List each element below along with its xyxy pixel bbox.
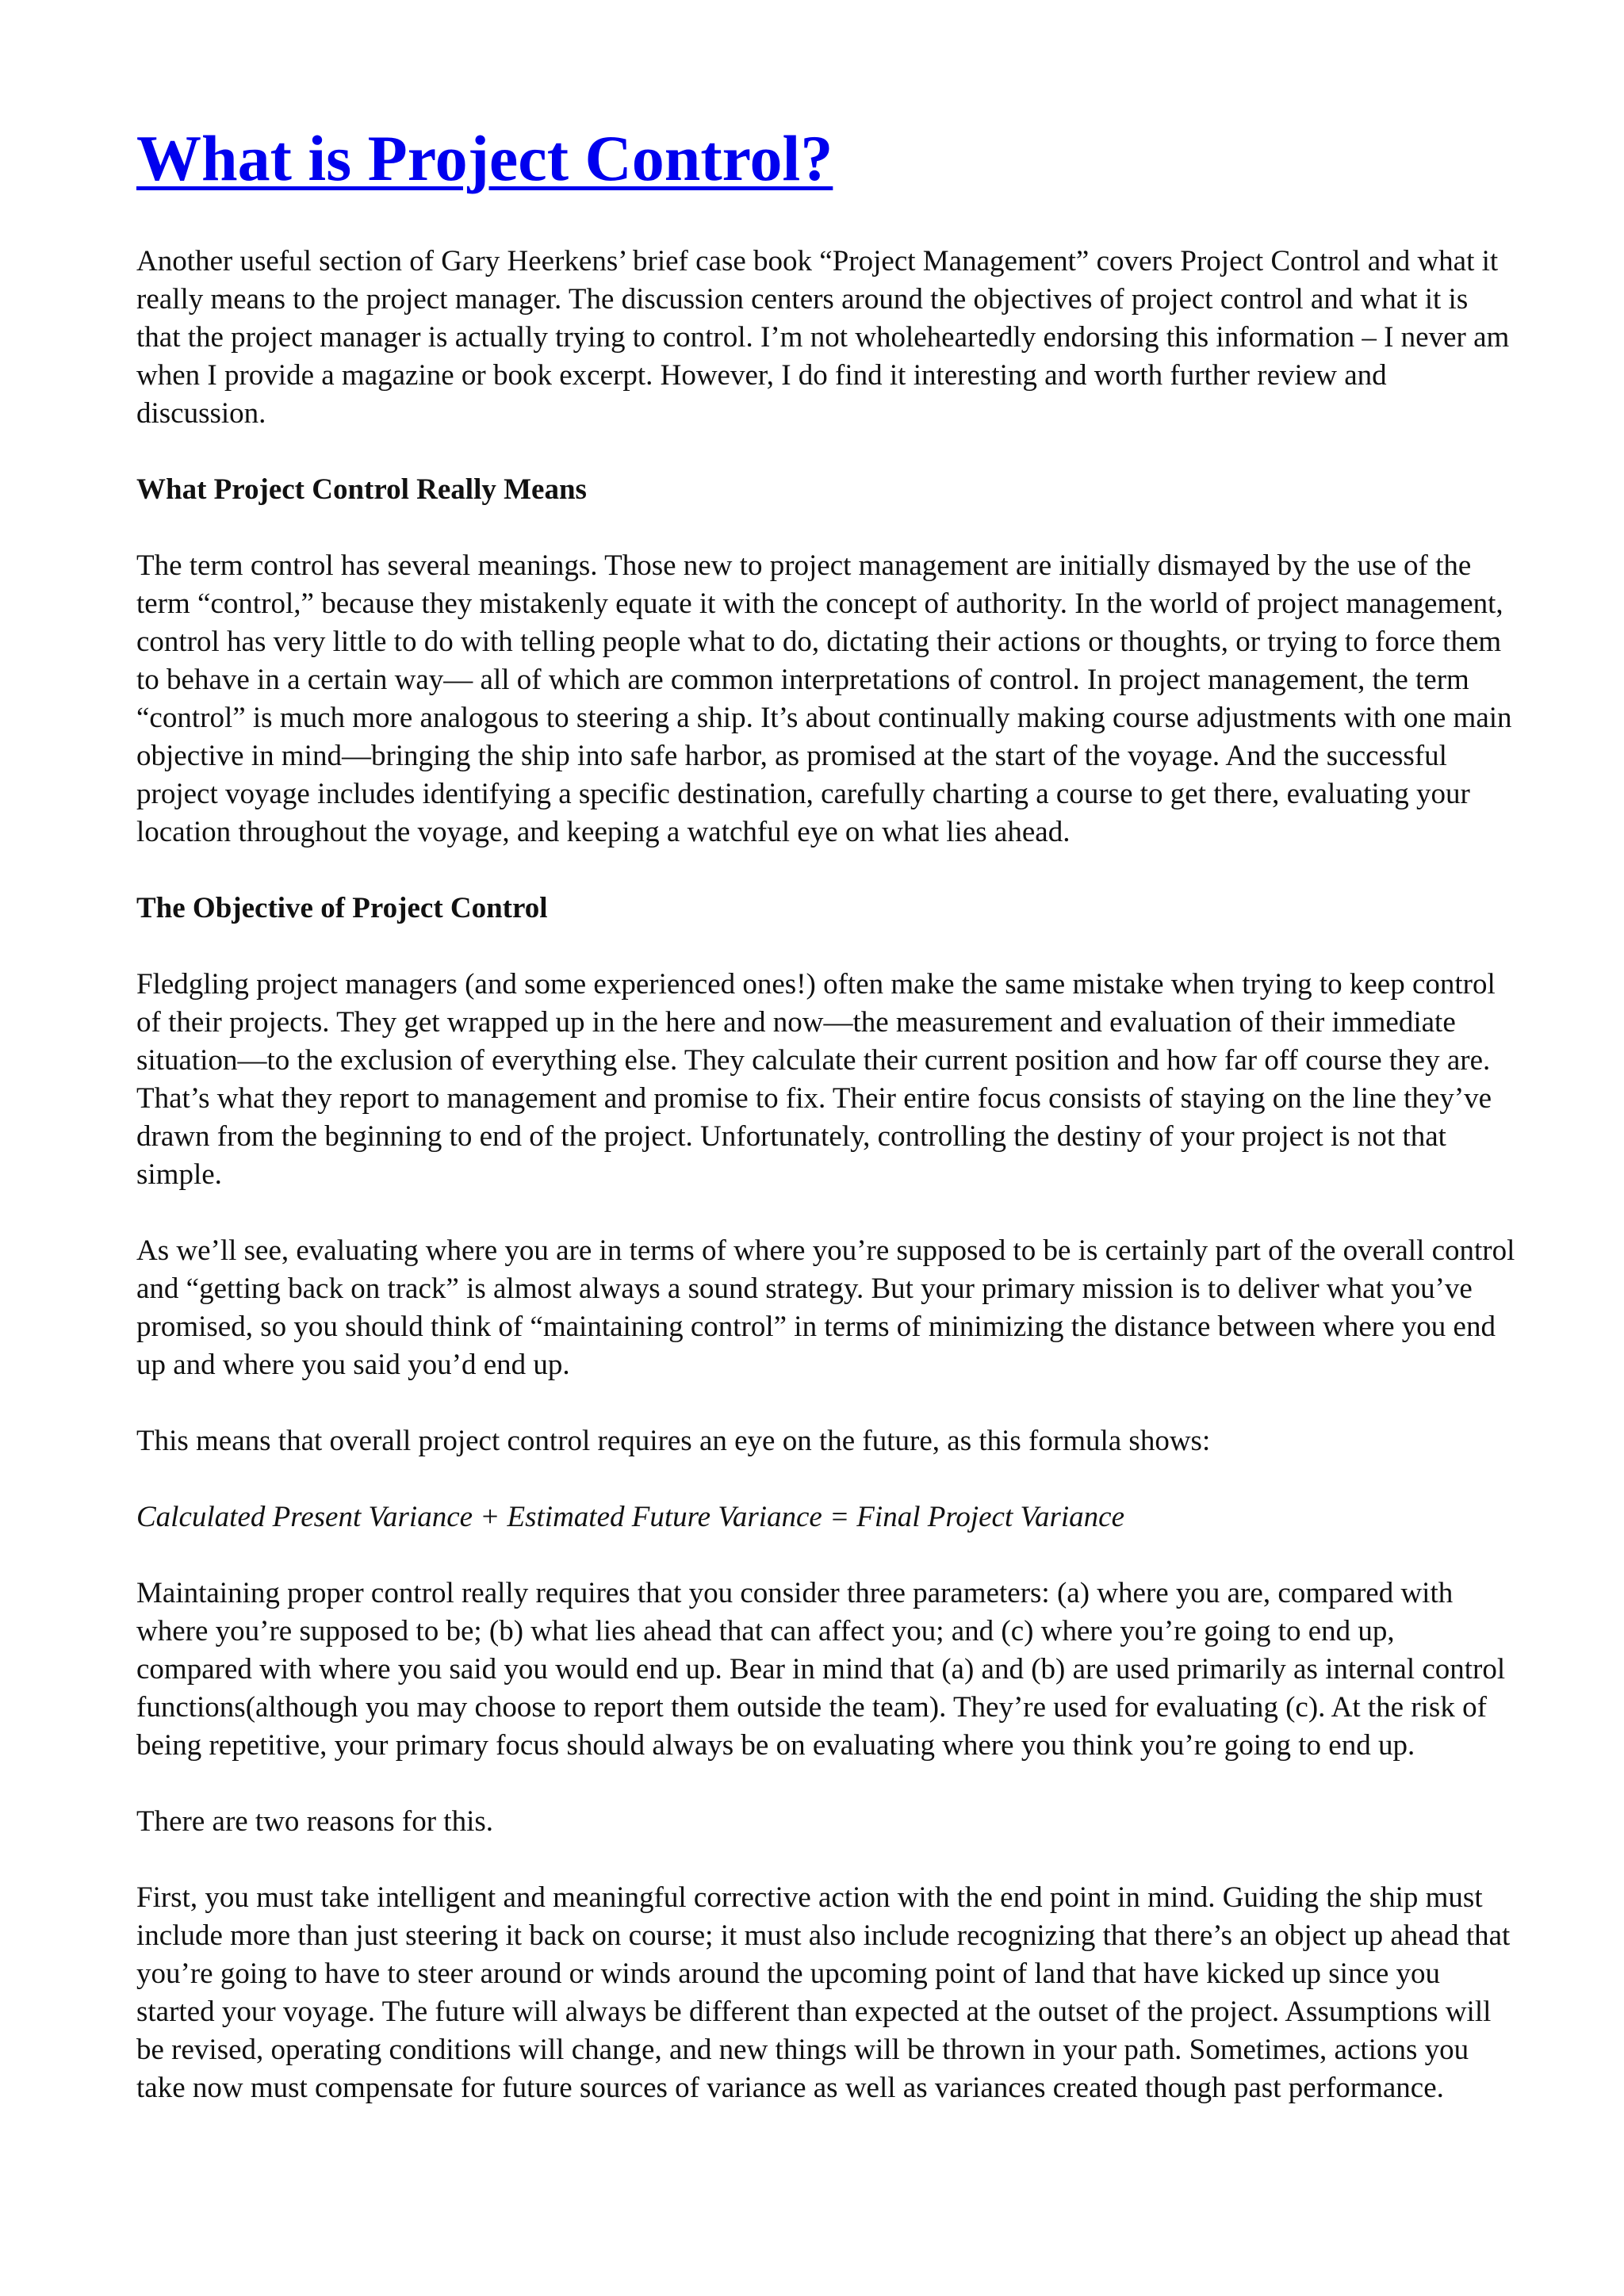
section-heading-control-meaning: What Project Control Really Means [136, 473, 587, 506]
paragraph-control-meaning: The term control has several meanings. Those new to project management are initially dismayed by the use of the term “control,” because they mistakenly equate it with the concept of authority. In the world of project management, control has very little to do with telling people what to do, dictating their actions or thoughts, or trying to force them to behave in a certain way— all of which are common interpretations of control. In project management, the term “control” is much more analogous to steering a ship. It’s about continually making course adjustments with one main objective in mind—bringing the ship into safe harbor, as promised at the start of the voyage. And the successful project voyage includes identifying a specific destination, carefully charting a course to get there, evaluating your location throughout the voyage, and keeping a watchful eye on what lies ahead. [136, 549, 1512, 848]
paragraph-formula-intro: This means that overall project control requires an eye on the future, as this formula shows: [136, 1425, 1211, 1457]
paragraph-evaluating-position: As we’ll see, evaluating where you are in terms of where you’re supposed to be is certainly part of the overall control and “getting back on track” is almost always a sound strategy. But your primary mission is to deliver what you’ve promised, so you should think of “maintaining control” in terms of minimizing the distance between where you end up and where you said you’d end up. [136, 1234, 1515, 1381]
paragraph-two-reasons: There are two reasons for this. [136, 1805, 493, 1838]
section-heading-objective: The Objective of Project Control [136, 892, 548, 924]
paragraph-three-parameters: Maintaining proper control really requires that you consider three parameters: (a) where you are, compared with where you’re supposed to be; (b) what lies ahead that can affect you; and (c) where you’re going to end up, compared with where you said you would end up. Bear in mind that (a) and (b) are used primarily as internal control functions(although you may choose to report them outside the team). They’re used for evaluating (c). At the risk of being repetitive, your primary focus should always be on evaluating where you think you’re going to end up. [136, 1577, 1506, 1762]
document-page [136, 119, 1516, 2107]
paragraph-fledgling-managers: Fledgling project managers (and some experienced ones!) often make the same mistake when trying to keep control of their projects. They get wrapped up in the here and now—the measurement and evaluation of their immediate situation—to the exclusion of everything else. They calculate their current position and how far off course they are. That’s what they report to management and promise to fix. Their entire focus consists of staying on the line they’ve drawn from the beginning to end of the project. Unfortunately, controlling the destiny of your project is not that simple. [136, 968, 1496, 1191]
intro-paragraph: Another useful section of Gary Heerkens’ brief case book “Project Management” covers Project Control and what it really means to the project manager. The discussion centers around the objectives of project control and what it is that the project manager is actually trying to control. I’m not wholeheartedly endorsing this information – I never am when I provide a magazine or book excerpt. However, I do find it interesting and worth further review and discussion. [136, 245, 1510, 430]
paragraph-first-reason: First, you must take intelligent and meaningful corrective action with the end point in mind. Guiding the ship must include more than just steering it back on course; it must also include recognizing that there’s an object up ahead that you’re going to have to steer around or winds around the upcoming point of land that have kicked up since you started your voyage. The future will always be different than expected at the outset of the project. Assumptions will be revised, operating conditions will change, and new things will be thrown in your path. Sometimes, actions you take now must compensate for future sources of variance as well as variances created though past performance. [136, 1881, 1511, 2104]
variance-formula: Calculated Present Variance + Estimated Future Variance = Final Project Variance [136, 1501, 1125, 1533]
page-title-link[interactable]: What is Project Control? [136, 122, 833, 194]
